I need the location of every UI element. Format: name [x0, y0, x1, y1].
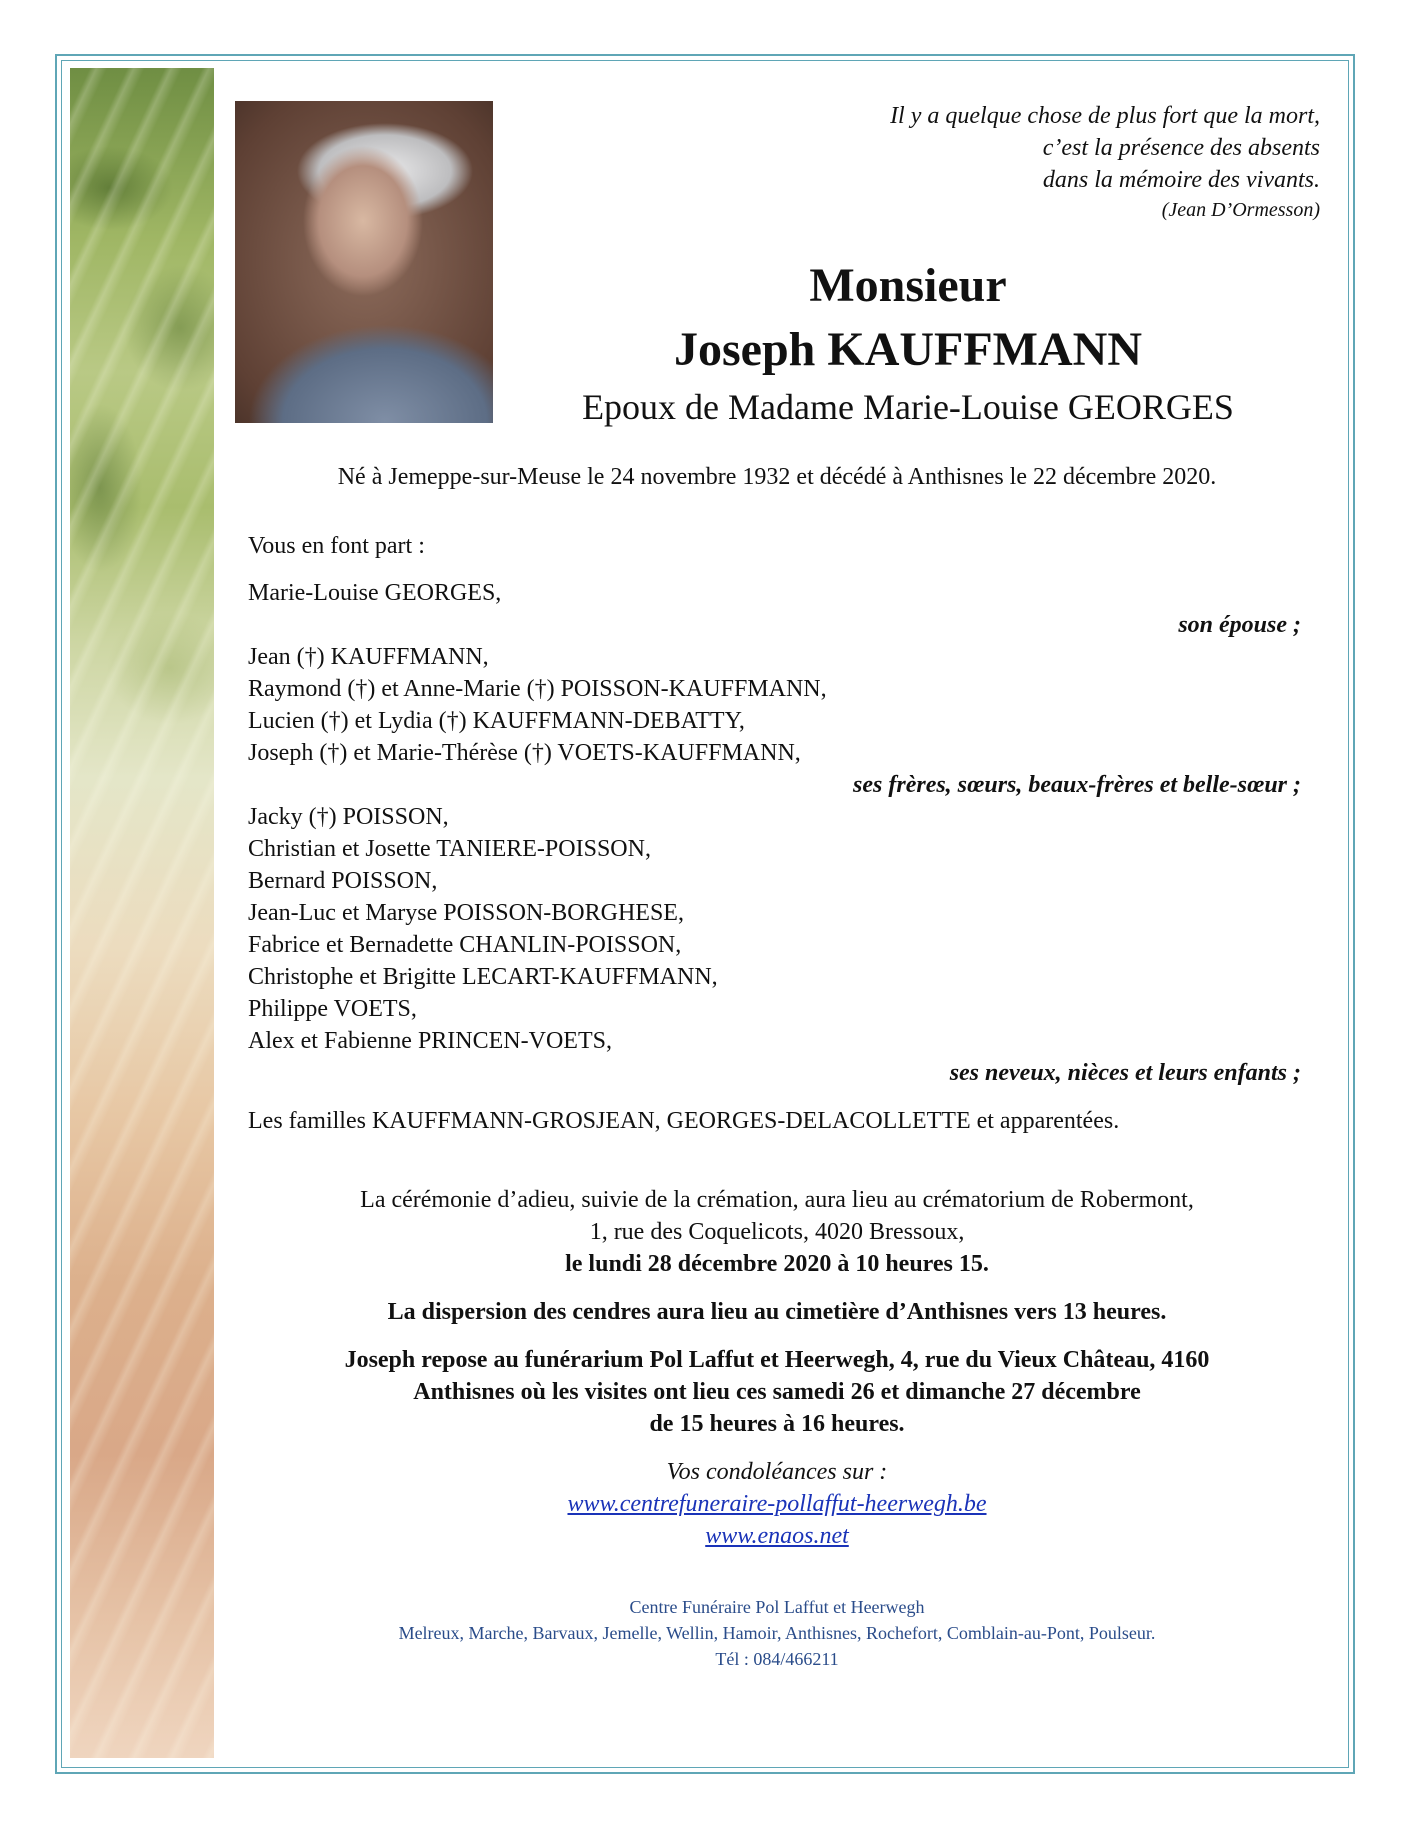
deceased-name: Joseph KAUFFMANN [674, 323, 1142, 376]
footer-phone: Tél : 084/466211 [715, 1649, 839, 1669]
relation-nephews: ses neveux, nièces et leurs enfants ; [949, 1060, 1301, 1086]
ceremony-address: 1, rue des Coquelicots, 4020 Bressoux, [589, 1219, 965, 1245]
family-name: Joseph (†) et Marie-Thérèse (†) VOETS-KAUFFMANN, [248, 740, 801, 766]
family-name: Jean-Luc et Maryse POISSON-BORGHESE, [248, 900, 684, 926]
relation-spouse: son épouse ; [1178, 612, 1301, 638]
condolences-link-funeral-center[interactable]: www.centrefuneraire-pollaffut-heerwegh.be [567, 1491, 987, 1517]
visitation-line: Anthisnes où les visites ont lieu ces samedi 26 et dimanche 27 décembre [413, 1379, 1141, 1405]
relation-siblings: ses frères, sœurs, beaux-frères et belle-sœur ; [853, 772, 1301, 798]
birth-death-line: Né à Jemeppe-sur-Meuse le 24 novembre 1932 et décédé à Anthisnes le 22 décembre 2020. [337, 464, 1217, 490]
announcement: Vous en font part : [248, 533, 425, 559]
condolences [250, 1456, 1304, 1552]
names-group-nephews [248, 801, 1298, 1057]
family-name: Marie-Louise GEORGES, [248, 580, 502, 606]
spouse-line: Epoux de Madame Marie-Louise GEORGES [582, 387, 1234, 427]
family-name: Jacky (†) POISSON, [248, 804, 449, 830]
names-group-siblings [248, 641, 1298, 769]
quote-author: (Jean D’Ormesson) [1161, 199, 1320, 221]
ashes-dispersion: La dispersion des cendres aura lieu au cimetière d’Anthisnes vers 13 heures. [387, 1299, 1167, 1325]
family-name: Fabrice et Bernadette CHANLIN-POISSON, [248, 932, 682, 958]
family-name: Alex et Fabienne PRINCEN-VOETS, [248, 1028, 612, 1054]
epigraph-quote [620, 100, 1320, 224]
ceremony-info [250, 1184, 1304, 1280]
quote-line: c’est la présence des absents [1042, 135, 1320, 161]
visitation-line: de 15 heures à 16 heures. [649, 1411, 905, 1437]
visitation-line: Joseph repose au funérarium Pol Laffut et Heerwegh, 4, rue du Vieux Château, 4160 [344, 1347, 1210, 1373]
forest-path-image [70, 68, 214, 1758]
families-line: Les familles KAUFFMANN-GROSJEAN, GEORGES-DELACOLLETTE et apparentées. [248, 1108, 1120, 1134]
family-name: Lucien (†) et Lydia (†) KAUFFMANN-DEBATTY, [248, 708, 745, 734]
family-name: Raymond (†) et Anne-Marie (†) POISSON-KAUFFMANN, [248, 676, 827, 702]
honorific: Monsieur [809, 259, 1007, 312]
family-name: Christophe et Brigitte LECART-KAUFFMANN, [248, 964, 718, 990]
quote-line: dans la mémoire des vivants. [1042, 167, 1320, 193]
family-name: Christian et Josette TANIERE-POISSON, [248, 836, 651, 862]
footer-locations: Melreux, Marche, Barvaux, Jemelle, Wellin, Hamoir, Anthisnes, Rochefort, Comblain-au-Pont, Poulseur. [398, 1623, 1156, 1643]
ceremony-line: La cérémonie d’adieu, suivie de la crémation, aura lieu au crématorium de Robermont, [360, 1187, 1194, 1213]
family-name: Philippe VOETS, [248, 996, 417, 1022]
family-name: Jean (†) KAUFFMANN, [248, 644, 489, 670]
deceased-portrait-photo [235, 101, 493, 423]
ceremony-date: le lundi 28 décembre 2020 à 10 heures 15. [565, 1251, 989, 1277]
footer-company: Centre Funéraire Pol Laffut et Heerwegh [629, 1597, 925, 1617]
names-group-spouse [248, 577, 1298, 609]
condolences-link-enaos[interactable]: www.enaos.net [705, 1523, 849, 1549]
condolences-label: Vos condoléances sur : [666, 1459, 888, 1485]
visitation-info [250, 1344, 1304, 1440]
quote-line: Il y a quelque chose de plus fort que la mort, [890, 103, 1320, 129]
family-name: Bernard POISSON, [248, 868, 438, 894]
funeral-home-footer [250, 1594, 1304, 1672]
